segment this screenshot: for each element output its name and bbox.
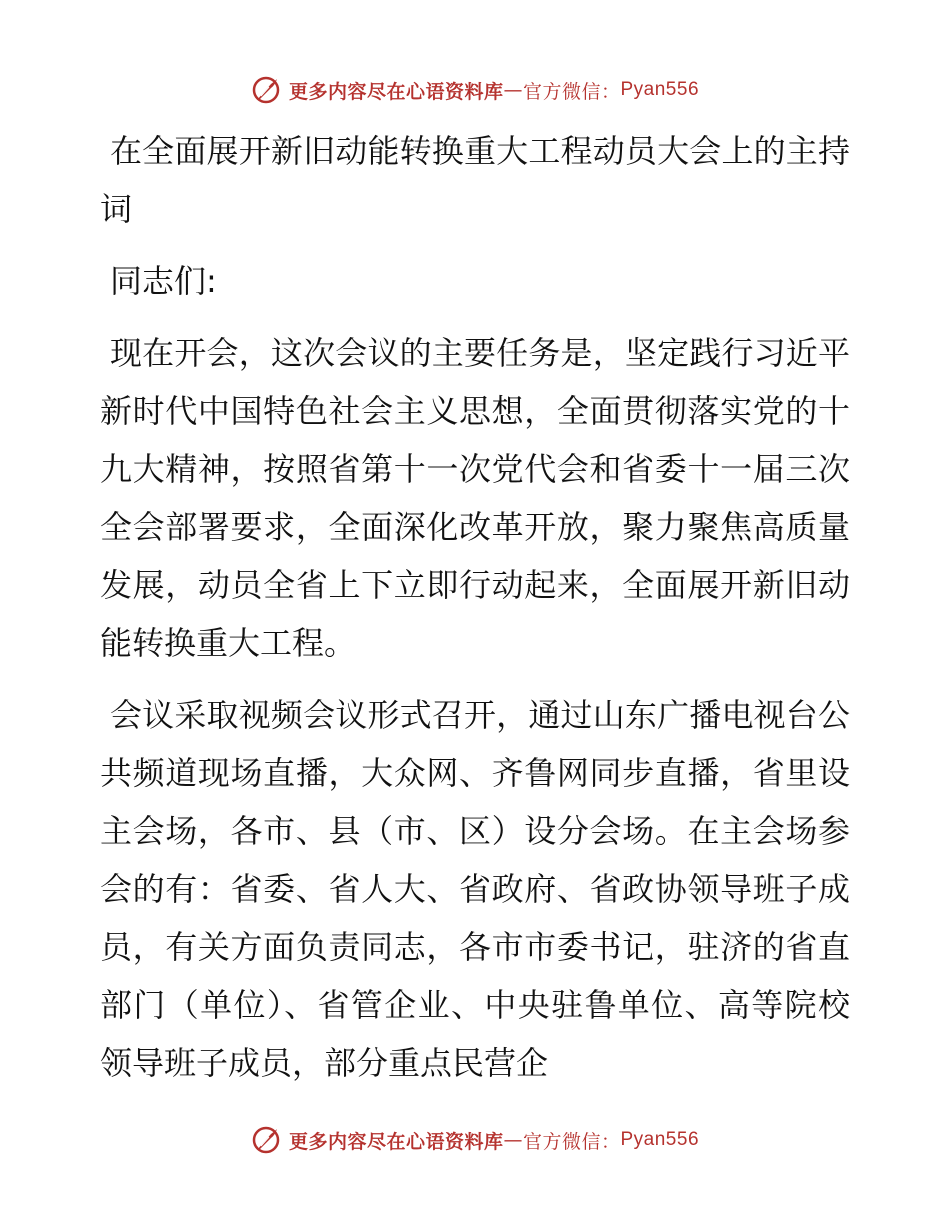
watermark-wechat-label: 官方微信：: [522, 80, 621, 103]
watermark-brand: 更多内容尽在心语资料库: [288, 80, 504, 103]
document-title: 在全面展开新旧动能转换重大工程动员大会上的主持词: [100, 132, 850, 228]
salutation: 同志们:: [110, 262, 217, 300]
feather-quill-icon: [251, 75, 281, 105]
watermark-brand: 更多内容尽在心语资料库: [288, 1130, 504, 1153]
watermark-separator: —: [503, 1129, 523, 1151]
watermark-banner-bottom: [0, 1120, 950, 1160]
watermark-wechat-label: 官方微信：: [522, 1130, 621, 1153]
watermark-wechat-id: Pyan556: [620, 79, 700, 100]
watermark-separator: —: [503, 79, 523, 101]
document-body: [100, 122, 850, 1106]
watermark-wechat-id: Pyan556: [620, 1129, 700, 1150]
paragraph-2: 会议采取视频会议形式召开，通过山东广播电视台公共频道现场直播，大众网、齐鲁网同步直播，省里设主会场，各市、县（市、区）设分会场。在主会场参会的有：省委、省人大、省政府、省政协领导班子成员，有关方面负责同志，各市市委书记，驻济的省直部门（单位）、省管企业、中央驻鲁单位、高等院校领导班子成员，部分重点民营企: [100, 696, 850, 1082]
feather-quill-icon: [251, 1125, 281, 1155]
watermark-banner-top: [0, 70, 950, 110]
paragraph-1: 现在开会，这次会议的主要任务是，坚定践行习近平新时代中国特色社会主义思想，全面贯彻落实党的十九大精神，按照省第十一次党代会和省委十一届三次全会部署要求，全面深化改革开放，聚力聚焦高质量发展，动员全省上下立即行动起来，全面展开新旧动能转换重大工程。: [100, 334, 850, 662]
